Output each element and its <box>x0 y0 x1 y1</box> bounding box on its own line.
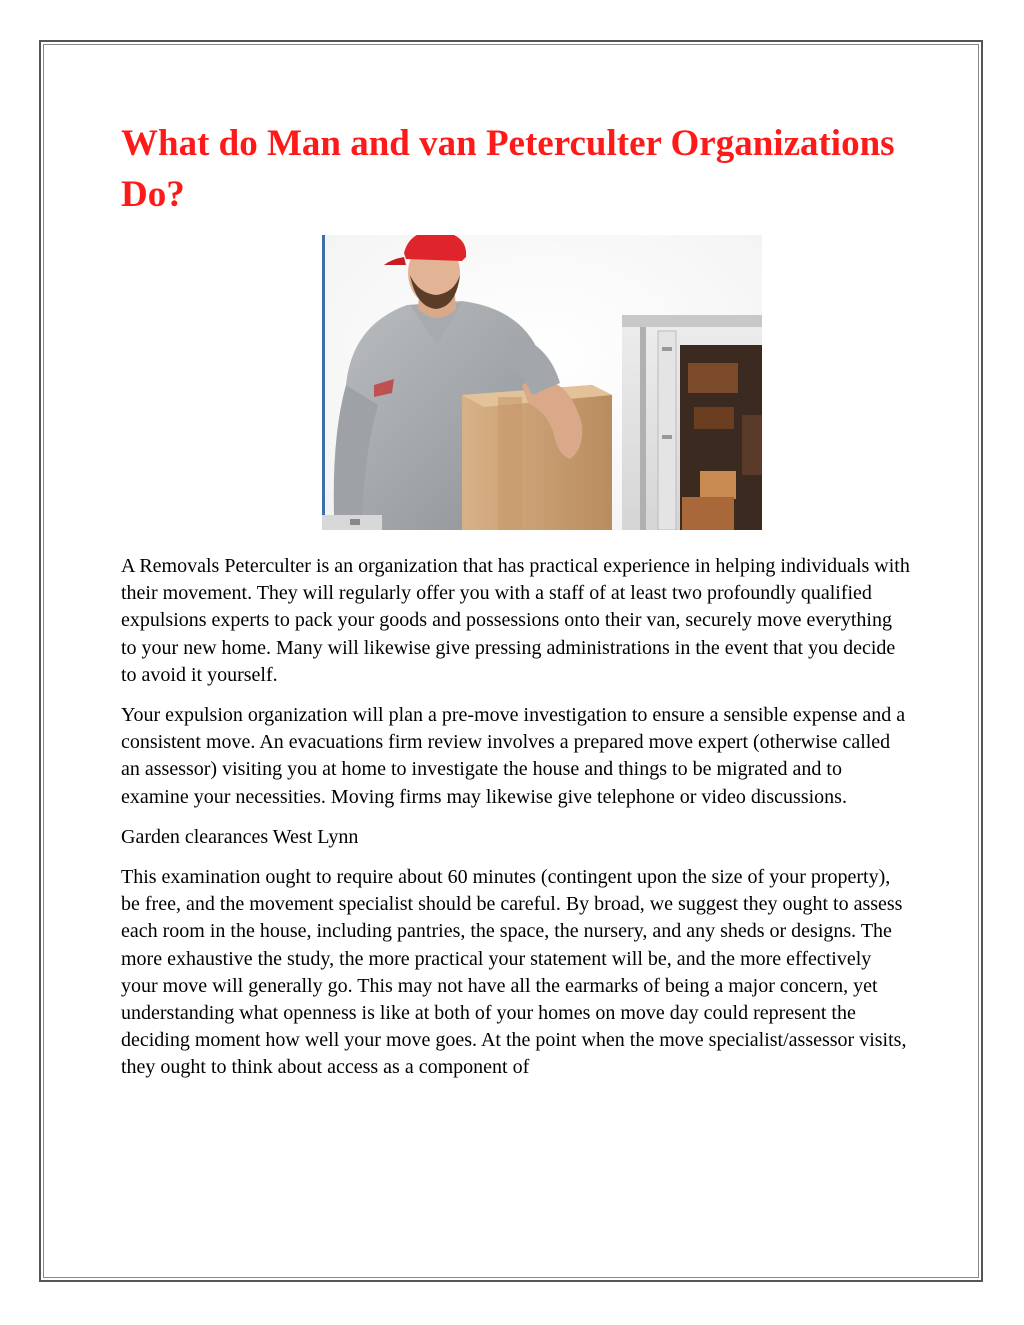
hero-illustration <box>322 235 762 530</box>
article-body <box>121 553 911 1095</box>
paragraph-intro: A Removals Peterculter is an organization that has practical experience in helping individuals with their movement. They will regularly offer you with a staff of at least two profoundly qualified expulsions experts to pack your goods and possessions onto their van, securely move everything to your new home. Many will likewise give pressing administrations in the event that you decide to avoid it yourself. <box>121 555 910 686</box>
paragraph-pre-move: Your expulsion organization will plan a pre-move investigation to ensure a sensible expense and a consistent move. An evacuations firm review involves a prepared move expert (otherwise called an assessor) visiting you at home to investigate the house and things to be migrated and to examine your necessities. Moving firms may likewise give telephone or video discussions. <box>121 704 906 808</box>
page-title: What do Man and van Peterculter Organizations Do? <box>121 123 895 215</box>
paragraph-examination: This examination ought to require about 60 minutes (contingent upon the size of your property), be free, and the movement specialist should be careful. By broad, we suggest they ought to assess each room in the house, including pantries, the space, the nursery, and any sheds or designs. The more exhaustive the study, the more practical your statement will be, and the more effectively your move will generally go. This may not have all the earmarks of being a major concern, yet understanding what openness is like at both of your homes on move day could represent the deciding moment how well your move goes. At the point when the move specialist/assessor visits, they ought to think about access as a component of <box>121 866 907 1079</box>
mover-with-box-image <box>322 235 762 530</box>
paragraph-link-line: Garden clearances West Lynn <box>121 825 359 848</box>
